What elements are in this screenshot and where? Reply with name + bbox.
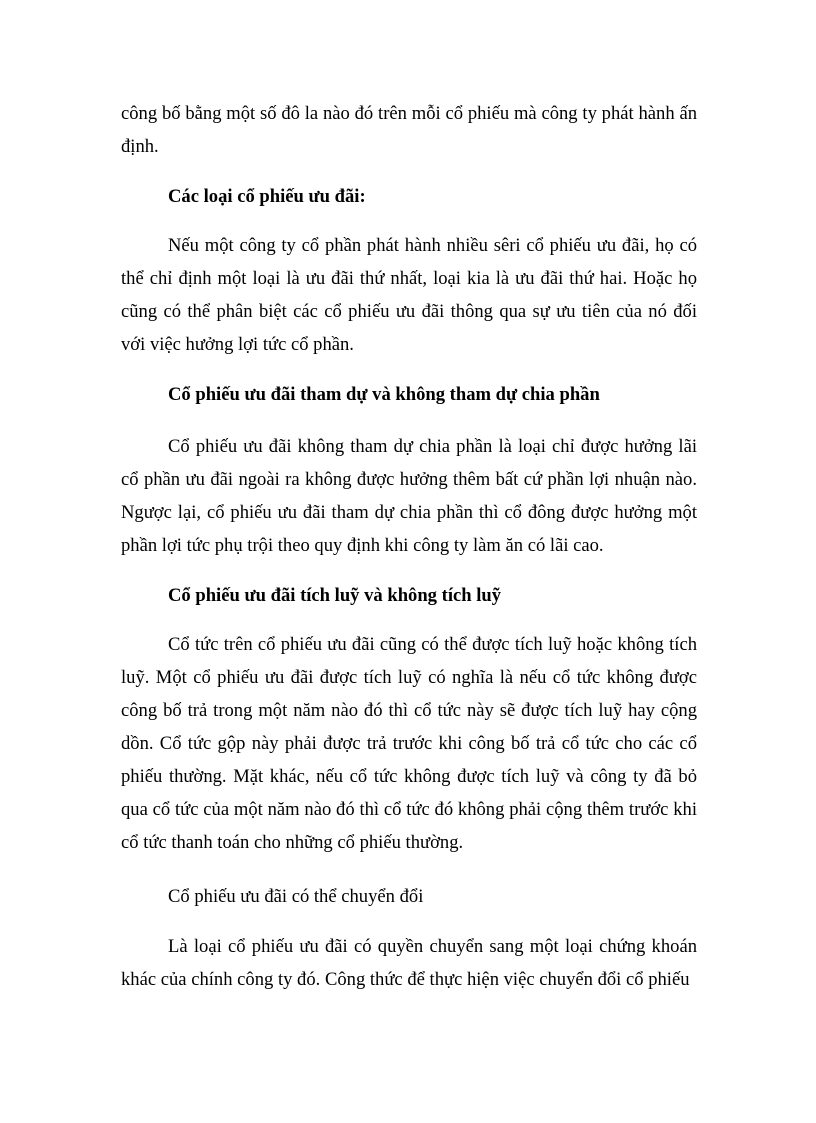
heading-convertible-preferred: Cổ phiếu ưu đãi có thể chuyển đổi [168,886,424,907]
paragraph-participating-preferred: Cổ phiếu ưu đãi không tham dự chia phần là loại chỉ được hưởng lãi cổ phần ưu đãi ngoài ra không được hưởng thêm bất cứ phần lợi nhuận nào. Ngược lại, cổ phiếu ưu đãi tham dự chia phần thì cổ đông được hưởng một phần lợi tức phụ trội theo quy định khi công ty làm ăn có lãi cao. [121,436,697,556]
paragraph-preferred-series: Nếu một công ty cổ phần phát hành nhiều sêri cổ phiếu ưu đãi, họ có thể chỉ định một loại là ưu đãi thứ nhất, loại kia là ưu đãi thứ hai. Hoặc họ cũng có thể phân biệt các cổ phiếu ưu đãi thông qua sự ưu tiên của nó đối với việc hưởng lợi tức cổ phần. [121,235,697,355]
heading-cumulative-preferred: Cổ phiếu ưu đãi tích luỹ và không tích luỹ [168,585,502,606]
heading-participating-preferred: Cổ phiếu ưu đãi tham dự và không tham dự chia phần [168,384,600,405]
paragraph-dividend-announcement: công bố bằng một số đô la nào đó trên mỗi cổ phiếu mà công ty phát hành ấn định. [121,103,697,157]
paragraph-cumulative-preferred: Cổ tức trên cổ phiếu ưu đãi cũng có thể được tích luỹ hoặc không tích luỹ. Một cổ phiếu ưu đãi được tích luỹ có nghĩa là nếu cổ tức không được công bố trả trong một năm nào đó thì cổ tức này sẽ được tích luỹ hay cộng dồn. Cổ tức gộp này phải được trả trước khi công bố trả cổ tức cho các cổ phiếu thường. Mặt khác, nếu cổ tức không được tích luỹ và công ty đã bỏ qua cổ tức của một năm nào đó thì cổ tức đó không phải cộng thêm trước khi cổ tức thanh toán cho những cổ phiếu thường. [121,634,697,853]
heading-preferred-stock-types: Các loại cổ phiếu ưu đãi: [168,186,366,207]
paragraph-convertible-preferred: Là loại cổ phiếu ưu đãi có quyền chuyển sang một loại chứng khoán khác của chính công ty đó. Công thức để thực hiện việc chuyển đổi cổ phiếu [121,936,697,990]
